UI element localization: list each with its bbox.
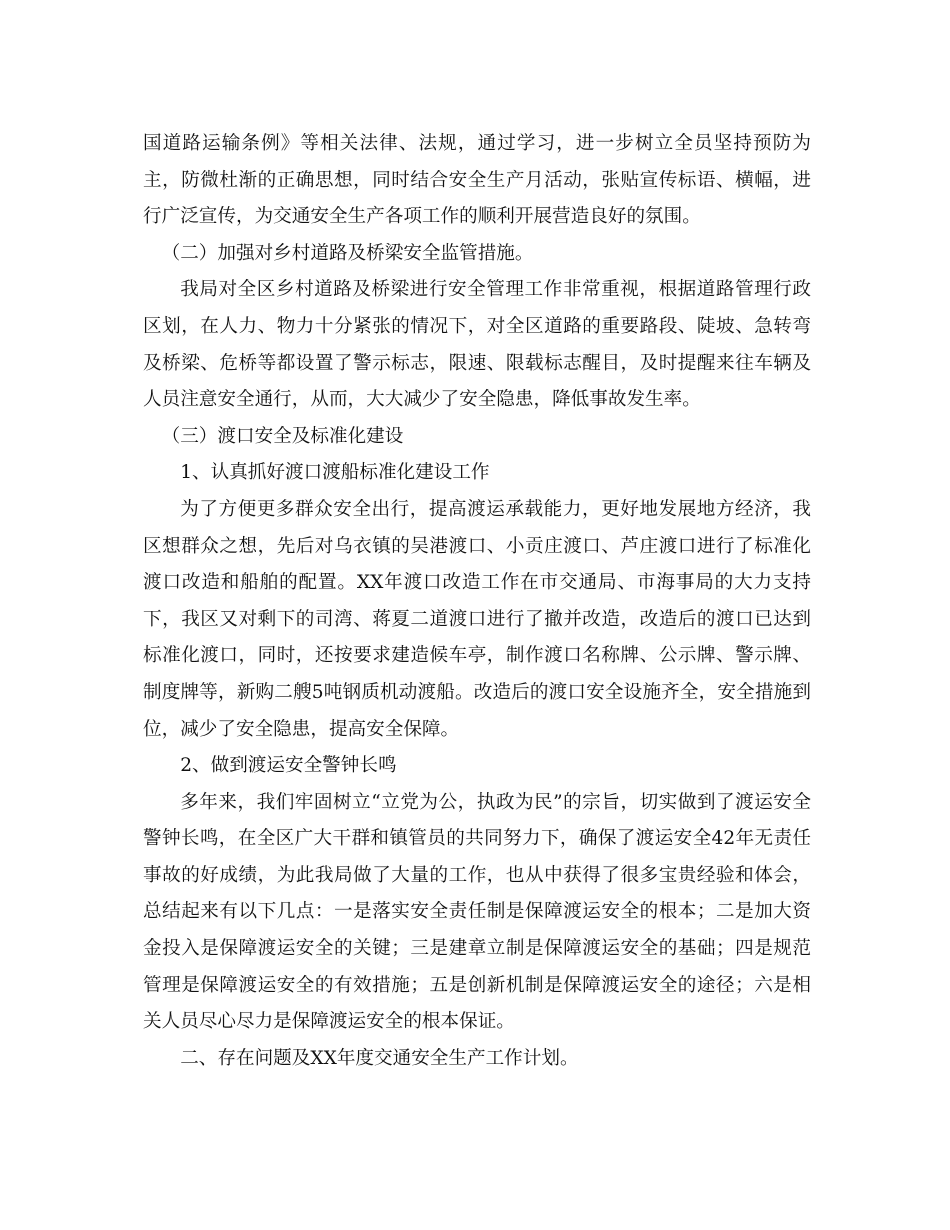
subheading-ferry-standardization: 1、认真抓好渡口渡船标准化建设工作 xyxy=(180,462,490,484)
paragraph-ferry-standardization: 为了方便更多群众安全出行，提高渡运承载能力，更好地发展地方经济，我区想群众之想，先后对乌衣镇的吴港渡口、小贡庄渡口、芦庄渡口进行了标准化渡口改造和船舶的配置。XX年渡口改造工作在市交通局、市海事局的大力支持下，我区又对剩下的司湾、蒋夏二道渡口进行了撤并改造，改造后的渡口已达到标准化渡口，同时，还按要求建造候车亭，制作渡口名称牌、公示牌、警示牌、制度牌等，新购二艘5吨钢质机动渡船。改造后的渡口安全设施齐全，安全措施到位，减少了安全隐患，提高安全保障。 xyxy=(143,498,811,740)
document-page xyxy=(143,126,811,1077)
paragraph-publicity: 国道路运输条例》等相关法律、法规，通过学习，进一步树立全员坚持预防为主，防微杜渐的正确思想，同时结合安全生产月活动，张贴宣传标语、横幅，进行广泛宣传，为交通安全生产各项工作的顺利开展营造良好的氛围。 xyxy=(143,133,811,228)
paragraph-rural-roads: 我局对全区乡村道路及桥梁进行安全管理工作非常重视，根据道路管理行政区划，在人力、物力十分紧张的情况下，对全区道路的重要路段、陡坡、急转弯及桥梁、危桥等都设置了警示标志，限速、限载标志醒目，及时提醒来往车辆及人员注意安全通行，从而，大大减少了安全隐患，降低事故发生率。 xyxy=(143,279,811,411)
subheading-ferry-safety: 2、做到渡运安全警钟长鸣 xyxy=(180,755,397,777)
section-heading-ferry: （三）渡口安全及标准化建设 xyxy=(161,425,404,447)
section-heading-rural-roads: （二）加强对乡村道路及桥梁安全监管措施。 xyxy=(161,242,534,264)
paragraph-ferry-safety: 多年来，我们牢固树立“立党为公，执政为民”的宗旨，切实做到了渡运安全警钟长鸣，在全区广大干群和镇管员的共同努力下，确保了渡运安全42年无责任事故的好成绩，为此我局做了大量的工作，也从中获得了很多宝贵经验和体会，总结起来有以下几点：一是落实安全责任制是保障渡运安全的根本；二是加大资金投入是保障渡运安全的关键；三是建章立制是保障渡运安全的基础；四是规范管理是保障渡运安全的有效措施；五是创新机制是保障渡运安全的途径；六是相关人员尽心尽力是保障渡运安全的根本保证。 xyxy=(143,791,811,1033)
section-heading-problems-plan: 二、存在问题及XX年度交通安全生产工作计划。 xyxy=(180,1047,579,1069)
